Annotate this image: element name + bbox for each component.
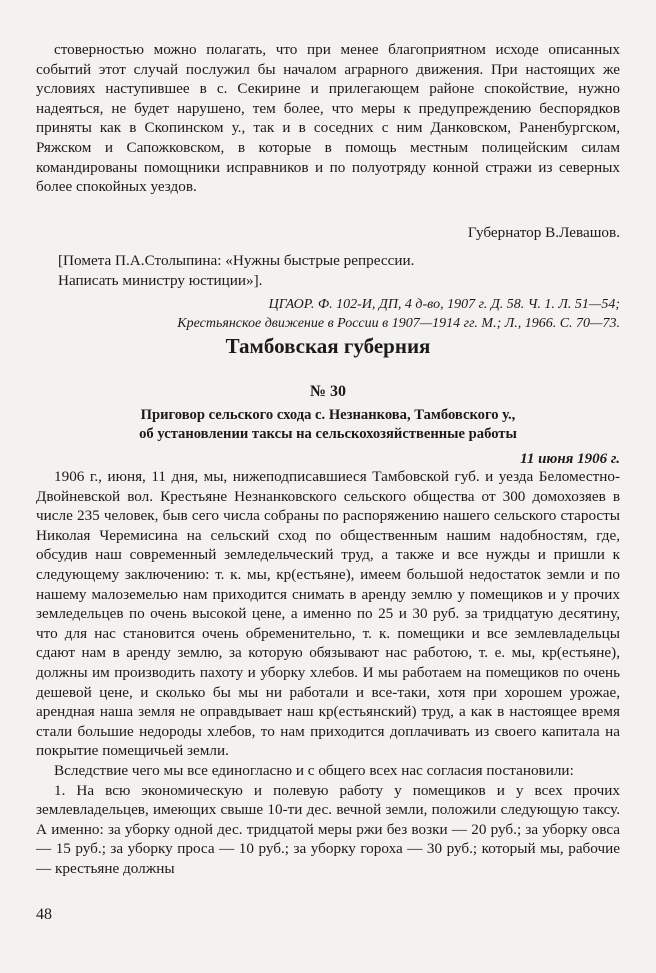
stolypin-note-line: [Помета П.А.Столыпина: «Нужны быстрые репрессии. (58, 252, 415, 269)
body-paragraph: 1. На всю экономическую и полевую работу у помещиков и у всех прочих землевладельцев, имеющих свыше 10-ти дес. вечной земли, положили следующую таксу. А именно: за уборку одной дес. тридцатой меры ржи без возки — 20 руб.; за уборку овса — 15 руб.; за уборку проса — 10 руб.; за уборку гороха — 30 руб.; который мы, рабочие — крестьяне должны (36, 781, 620, 877)
document-title-line: об установлении таксы на сельскохозяйственные работы (139, 425, 517, 442)
document-number: № 30 (309, 383, 347, 400)
body-paragraph: 1906 г., июня, 11 дня, мы, нижеподписавшиеся Тамбовской губ. и уезда Беломестно-Двойневской вол. Крестьяне Незнанковского сельского общества от 300 домохозяев в числе 235 человек, быв сего числа собраны по распоряжению нашего сельского старосты Николая Черемисина на сельский сход по общественным нашим надобностям, где, обсудив наш современный земледельческий труд, а также и все нужды и пришли к следующему заключению: т. к. мы, кр(естьяне), имеем большой недостаток земли и по нашему малоземелью нам приходится снимать в аренду землю у помещиков и у прочих земледельцев по очень высокой цене, а именно по 25 и 30 руб. за тридцатую десятину, что для нас становится очень обременительно, т. к. помещики и все землевладельцы сдают нам в аренду землю, за которую обязывают нас работою, т. е. мы, кр(естьяне), должны им производить пахоту и уборку хлебов. И мы работаем на помещиков по очень дешевой цене, и сколько бы мы ни работали и все-таки, хотя при хорошем урожае, арендная наша земля не оправдывает наш кр(естьянский) труд, а как в настоящее время стали большие недороды хлебов, то нам приходится доплачивать из своего капитала на покрытие помещичьей земли. (36, 468, 620, 760)
intro-paragraph: стоверностью можно полагать, что при менее благоприятном исходе описанных событий этот случай послужил бы началом аграрного движения. При настоящих же условиях наступившее в с. Секирине и прилегающем районе спокойствие, нужно надеяться, не будет нарушено, тем более, что меры к предупреждению беспорядков приняты как в Скопинском у., так и в соседних с ним Данковском, Раненбургском, Ряжском и Сапожковском, в которые в помощь местным полицейским силам командированы помощники исправников и по полуотряду конной стражи из северных более спокойных уездов. (36, 41, 620, 196)
stolypin-note-line: Написать министру юстиции»]. (58, 271, 263, 289)
body-paragraph: Вследствие чего мы все единогласно и с общего всех нас согласия постановили: (54, 761, 574, 779)
source-line: ЦГАОР. Ф. 102-И, ДП, 4 д-во, 1907 г. Д. 58. Ч. 1. Л. 51—54; (268, 297, 620, 312)
page-number: 48 (36, 906, 52, 923)
governor-signature: Губернатор В.Левашов. (467, 224, 620, 241)
stolypin-note (58, 251, 618, 290)
section-title: Тамбовская губерния (225, 334, 431, 358)
document-date: 11 июня 1906 г. (520, 451, 620, 467)
source-line: Крестьянское движение в России в 1907—1914 гг. М.; Л., 1966. С. 70—73. (177, 315, 620, 331)
document-body (36, 467, 620, 878)
document-title-line: Приговор сельского схода с. Незнанкова, Тамбовского у., (140, 407, 516, 423)
archival-source (36, 296, 620, 333)
document-title (36, 406, 620, 443)
